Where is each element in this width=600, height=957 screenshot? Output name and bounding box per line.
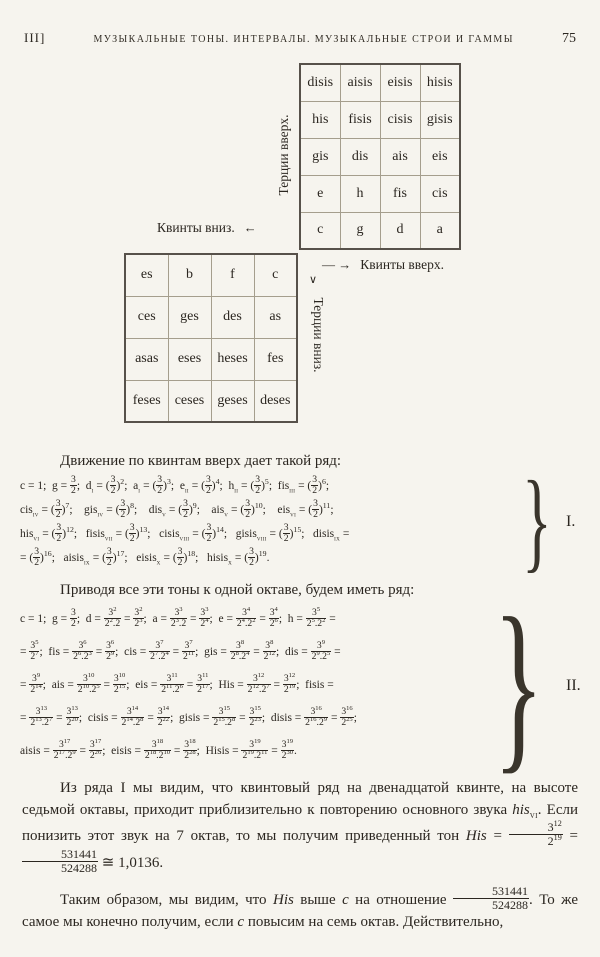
note-cell: heses bbox=[211, 338, 254, 380]
table-row bbox=[125, 296, 297, 338]
note-cell: ces bbox=[125, 296, 168, 338]
note-cell: gisis bbox=[420, 101, 460, 138]
note-cell: hisis bbox=[420, 64, 460, 101]
table-row bbox=[300, 101, 460, 138]
note-cell: a bbox=[420, 212, 460, 249]
series-i-line: cis$_{iv}$ = ( $\frac{3}{2}$ )$^7$; gis$_{iv}$ = ( $\frac{3}{2}$ )$^8$; dis$_v$ = ( $\frac{3}{2}$ )$^9$; ais$_v$ = ( $\frac{3}{2}$ )$^{10}$; eis$_{vi}$ = ( $\frac{3}{2}$ )$^{11}$; bbox=[20, 497, 334, 521]
left-arrow-icon: ← bbox=[243, 220, 257, 235]
note-cell: ges bbox=[168, 296, 211, 338]
down-arrow-icon: ∨ bbox=[309, 274, 318, 286]
note-cell: c bbox=[300, 212, 340, 249]
body-paragraph: Таким образом, мы видим, что His выше c на отношение $\frac{531441}{524288}$ . То же самое мы конечно получим, если c повысим на семь октав. Действительно, bbox=[22, 884, 579, 930]
series-ii-line: = $\frac{3^5}{2^7}$ ; fis = $\frac{3^6}{2^6.2^3}$ = $\frac{3^6}{2^9}$ ; cis = $\frac{3^7}{2^7.2^4}$ = $\frac{3^7}{2^{11}}$ ; gis = $\frac{3^8}{2^8.2^4}$ = $\frac{3^8}{2^{12}}$ ; dis = $\frac{3^9}{2^9.2^5}$ = bbox=[20, 638, 341, 663]
note-cell: eses bbox=[168, 338, 211, 380]
note-cell: eisis bbox=[380, 64, 420, 101]
note-cell: d bbox=[380, 212, 420, 249]
series-i-brace: } bbox=[522, 459, 552, 584]
series-i-lines bbox=[20, 474, 510, 570]
series-ii-line: = $\frac{3^{13}}{2^{13}.2^7}$ = $\frac{3^{13}}{2^{20}}$ ; cisis = $\frac{3^{14}}{2^{14}.2^8}$ = $\frac{3^{14}}{2^{22}}$ ; gisis = $\frac{3^{15}}{2^{15}.2^8}$ = $\frac{3^{15}}{2^{23}}$ ; disis = $\frac{3^{16}}{2^{16}.2^9}$ = $\frac{3^{16}}{2^{25}}$ ; bbox=[20, 704, 357, 729]
series-i-line: c = 1; g = $\frac{3}{2}$ ; $d_i$ = ( $\frac{3}{2}$ )$^2$; $a_i$ = ( $\frac{3}{2}$ )$^3$; $e_{ii}$ = ( $\frac{3}{2}$ )$^4$; $h_{ii}$ = ( $\frac{3}{2}$ )$^5$; fis$_{iii}$ = ( $\frac{3}{2}$ )$^6$; bbox=[20, 474, 330, 497]
series-i-line: = ( $\frac{3}{2}$ )$^{16}$; aisis$_{ix}$ = ( $\frac{3}{2}$ )$^{17}$; eisis$_x$ = ( $\frac{3}{2}$ )$^{18}$; hisis$_x$ = ( $\frac{3}{2}$ )$^{19}$. bbox=[20, 545, 270, 569]
note-cell: dis bbox=[340, 138, 380, 175]
thirds-down-table-wrap bbox=[124, 253, 298, 423]
table-row bbox=[300, 64, 460, 101]
note-cell: f bbox=[211, 254, 254, 296]
page-header bbox=[0, 0, 600, 47]
running-title: МУЗЫКАЛЬНЫЕ ТОНЫ. ИНТЕРВАЛЫ. МУЗЫКАЛЬНЫЕ СТРОИ И ГАММЫ bbox=[93, 34, 514, 45]
note-cell: des bbox=[211, 296, 254, 338]
note-cell: disis bbox=[300, 64, 340, 101]
series-ii-intro: Приводя все эти тоны к одной октаве, будем иметь ряд: bbox=[60, 582, 415, 598]
note-cell: fis bbox=[380, 175, 420, 212]
thirds-up-table-wrap bbox=[299, 63, 461, 250]
series-ii-label: II. bbox=[566, 676, 581, 694]
table-row bbox=[300, 175, 460, 212]
note-cell: cisis bbox=[380, 101, 420, 138]
thirds-up-table bbox=[299, 63, 461, 250]
fifths-down-label bbox=[157, 220, 257, 236]
table-row bbox=[125, 254, 297, 296]
note-cell: g bbox=[340, 212, 380, 249]
chapter-number: III] bbox=[24, 30, 46, 45]
fifths-up-text: Квинты вверх. bbox=[360, 257, 444, 272]
fifths-down-text: Квинты вниз. bbox=[157, 220, 235, 235]
note-cell: gis bbox=[300, 138, 340, 175]
note-cell: e bbox=[300, 175, 340, 212]
series-ii-line: aisis = $\frac{3^{17}}{2^{17}.2^9}$ = $\frac{3^{17}}{2^{26}}$ ; eisis = $\frac{3^{18}}{2^{18}.2^{10}}$ = $\frac{3^{18}}{2^{28}}$ ; Hisis = $\frac{3^{19}}{2^{19}.2^{11}}$ = $\frac{3^{19}}{2^{30}}$ . bbox=[20, 737, 297, 762]
series-ii-brace: } bbox=[493, 579, 544, 790]
note-cell: ceses bbox=[168, 380, 211, 422]
right-arrow-icon: — → bbox=[322, 257, 352, 272]
series-i-line: his$_{vi}$ = ( $\frac{3}{2}$ )$^{12}$; fisis$_{vii}$ = ( $\frac{3}{2}$ )$^{13}$; cisis$_{viii}$ = ( $\frac{3}{2}$ )$^{14}$; gisis$_{viii}$ = ( $\frac{3}{2}$ )$^{15}$; disis$_{ix}$ = bbox=[20, 521, 350, 545]
table-row bbox=[125, 338, 297, 380]
table-row bbox=[125, 380, 297, 422]
series-i-intro: Движение по квинтам вверх дает такой ряд: bbox=[60, 453, 342, 469]
note-cell: his bbox=[300, 101, 340, 138]
series-ii-lines bbox=[20, 603, 473, 768]
note-cell: c bbox=[254, 254, 297, 296]
thirds-up-label: Терции вверх. bbox=[276, 114, 291, 196]
series-ii-line: = $\frac{3^9}{2^{14}}$ ; ais = $\frac{3^{10}}{2^{10}.2^5}$ = $\frac{3^{10}}{2^{15}}$ ; eis = $\frac{3^{11}}{2^{11}.2^6}$ = $\frac{3^{11}}{2^{17}}$ ; His = $\frac{3^{12}}{2^{12}.2^7}$ = $\frac{3^{12}}{2^{19}}$ ; fisis = bbox=[20, 671, 334, 696]
table-row bbox=[300, 212, 460, 249]
page-number: 75 bbox=[562, 31, 576, 46]
thirds-down-table bbox=[124, 253, 298, 423]
note-cell: asas bbox=[125, 338, 168, 380]
note-cell: deses bbox=[254, 380, 297, 422]
note-cell: h bbox=[340, 175, 380, 212]
body-paragraph: Из ряда I мы видим, что квинтовый ряд на двенадцатой квинте, на высоте седьмой октавы, приходит приблизительно к повторению основного звука his$_{vi}$. Если понизить этот звук на 7 октав, то мы получим приведенный тон His = $\frac{3^{12}}{2^{19}}$ = $\frac{531441}{524288}$ ≅ 1,0136. bbox=[22, 780, 578, 876]
note-cell: fes bbox=[254, 338, 297, 380]
note-cell: es bbox=[125, 254, 168, 296]
fifths-thirds-diagram bbox=[0, 47, 600, 439]
note-cell: as bbox=[254, 296, 297, 338]
note-cell: feses bbox=[125, 380, 168, 422]
fifths-up-label bbox=[322, 257, 444, 273]
thirds-down-label: Терции вниз. bbox=[311, 297, 326, 373]
note-cell: eis bbox=[420, 138, 460, 175]
series-ii-line: c = 1; g = $\frac{3}{2}$ ; d = $\frac{3^2}{2^2.2}$ = $\frac{3^2}{2^3}$ ; a = $\frac{3^3}{2^3.2}$ = $\frac{3^3}{2^4}$ ; e = $\frac{3^4}{2^4.2^2}$ = $\frac{3^4}{2^6}$ ; h = $\frac{3^5}{2^5.2^2}$ = bbox=[20, 605, 336, 630]
note-cell: b bbox=[168, 254, 211, 296]
table-row bbox=[300, 138, 460, 175]
note-cell: aisis bbox=[340, 64, 380, 101]
note-cell: ais bbox=[380, 138, 420, 175]
series-i-label: I. bbox=[566, 513, 576, 530]
note-cell: geses bbox=[211, 380, 254, 422]
note-cell: cis bbox=[420, 175, 460, 212]
note-cell: fisis bbox=[340, 101, 380, 138]
